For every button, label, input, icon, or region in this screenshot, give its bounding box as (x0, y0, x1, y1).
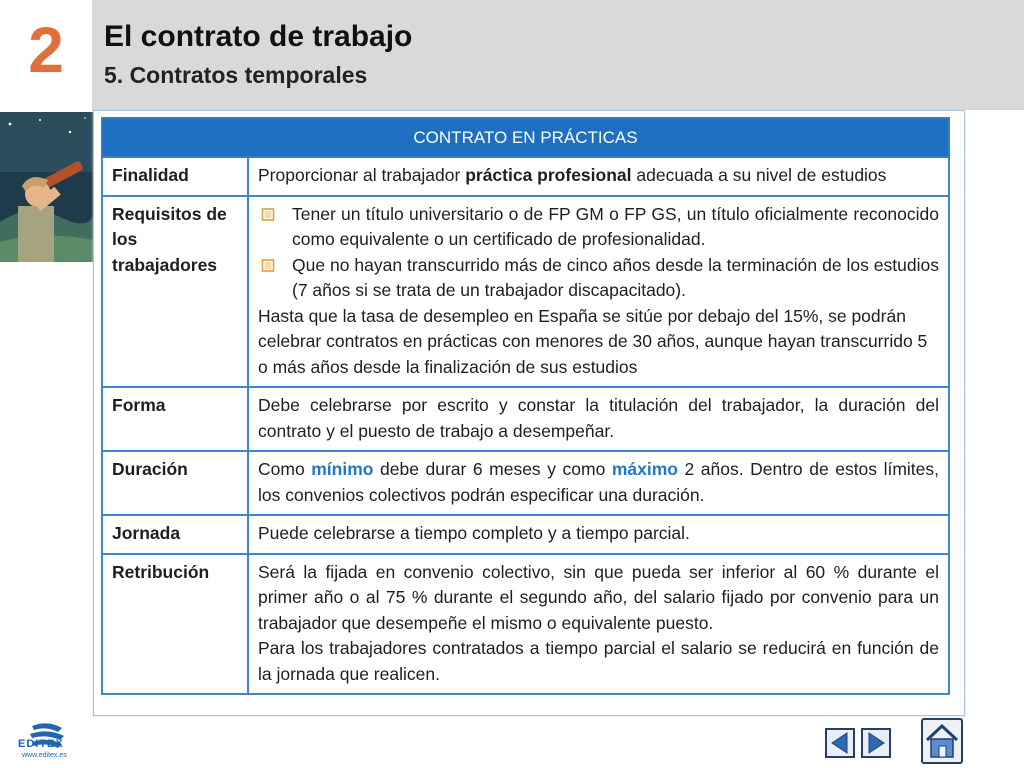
table-row-forma (102, 387, 949, 451)
logo-url: www.editex.es (22, 752, 67, 759)
table-row-jornada (102, 515, 949, 554)
arrow-right-icon[interactable] (861, 728, 891, 758)
row-label-jornada: Jornada (102, 515, 248, 554)
row-label-requisitos: Requisitos de los trabajadores (102, 196, 248, 388)
table-row-duracion (102, 451, 949, 515)
row-value-forma: Debe celebrarse por escrito y constar la titulación del trabajador, la duración del contrato y el puesto de trabajo a desempeñar. (248, 387, 949, 451)
page-subtitle: 5. Contratos temporales (104, 62, 368, 88)
list-item: Que no hayan transcurrido más de cinco años desde la terminación de los estudios (7 años si se trata de un trabajador discapacitado). (258, 253, 939, 304)
home-icon[interactable] (921, 718, 963, 764)
table-heading: CONTRATO EN PRÁCTICAS (102, 118, 949, 157)
row-value-jornada: Puede celebrarse a tiempo completo y a tiempo parcial. (248, 515, 949, 554)
page-title: El contrato de trabajo (104, 20, 413, 53)
row-label-forma: Forma (102, 387, 248, 451)
row-value-requisitos (248, 196, 949, 388)
row-value-duracion: Como mínimo debe durar 6 meses y como máximo 2 años. Dentro de estos límites, los convenios colectivos podrán especificar una duración. (248, 451, 949, 515)
row-value-finalidad: Proporcionar al trabajador práctica profesional adecuada a su nivel de estudios (248, 157, 949, 196)
list-item: Tener un título universitario o de FP GM o FP GS, un título oficialmente reconocido como equivalente o un certificado de profesionalidad. (258, 202, 939, 253)
row-label-duracion: Duración (102, 451, 248, 515)
table-row-finalidad (102, 157, 949, 196)
arrow-left-icon[interactable] (825, 728, 855, 758)
table-row-requisitos (102, 196, 949, 388)
chapter-box (0, 0, 92, 110)
astronomer-illustration (0, 112, 94, 262)
checkbox-bullet-icon (258, 208, 278, 221)
contract-table (101, 117, 950, 695)
logo-name: EDITEX (18, 738, 64, 750)
checkbox-bullet-icon (258, 259, 278, 272)
row-label-finalidad: Finalidad (102, 157, 248, 196)
table-row-retribucion (102, 554, 949, 695)
row-label-retribucion: Retribución (102, 554, 248, 695)
header (92, 0, 1024, 110)
requisitos-note: Hasta que la tasa de desempleo en España se sitúe por debajo del 15%, se podrán celebrar contratos en prácticas con menores de 30 años, aunque hayan transcurrido 5 o más años desde la finalización de sus estudios (258, 305, 928, 377)
chapter-number: 2 (28, 14, 64, 86)
row-value-retribucion: Será la fijada en convenio colectivo, sin que pueda ser inferior al 60 % durante el primer año o al 75 % durante el segundo año, del salario fijado por convenio para un trabajador que desempeñe el mismo o equivalente puesto. Para los trabajadores contratados a tiempo parcial el salario se reducirá en función de la jornada que realicen. (248, 554, 949, 695)
